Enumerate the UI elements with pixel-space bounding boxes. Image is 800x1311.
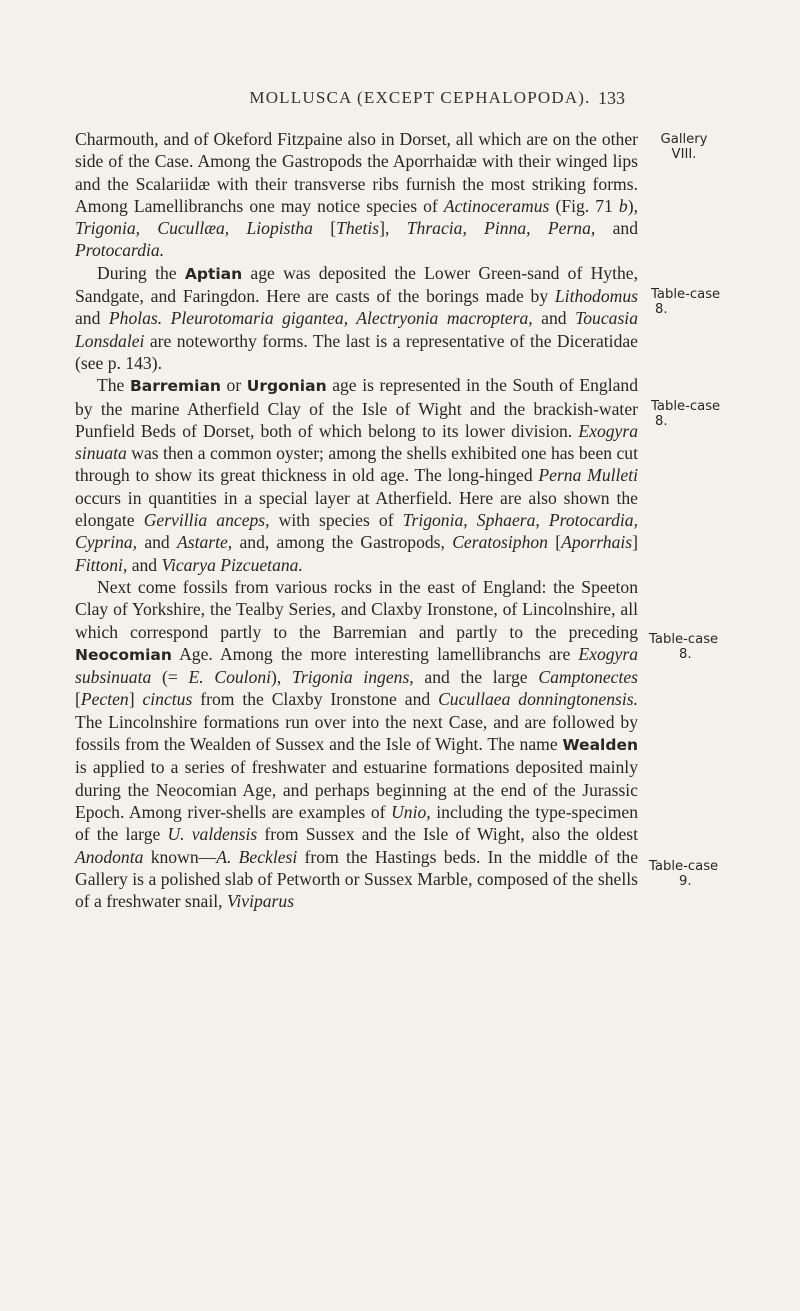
margin-note-line: 8.	[655, 302, 668, 317]
italic-text: Camptonectes	[538, 667, 639, 688]
italic-text: Perna Mulleti	[538, 465, 638, 486]
text-run: Charmouth, and of Okeford Fitzpaine also in Dorset, all which are on the other side of the Case. Among the Gastropods the Aporrhaidæ with their winged lips and the Scalariidæ with their transverse ribs furnish the most striking forms. Among Lamellibranchs one may notice species of	[75, 129, 638, 216]
margin-note-table-case	[649, 632, 759, 662]
paragraph	[75, 128, 638, 262]
text-run: with species of	[269, 510, 403, 531]
margin-note-gallery	[654, 132, 714, 162]
text-run: from the Claxby Ironstone and	[192, 689, 439, 710]
italic-text: Ceratosiphon	[452, 532, 548, 553]
italic-text: U. valdensis	[167, 824, 258, 845]
margin-note-line: Table-case	[651, 287, 721, 302]
italic-text: Viviparus	[226, 891, 295, 912]
italic-text: Cucullaea donningtonensis.	[438, 689, 639, 710]
text-run: During the	[97, 262, 185, 283]
italic-text: Protocardia.	[75, 240, 165, 261]
text-run: ),	[271, 667, 293, 688]
italic-text: E. Couloni	[188, 667, 272, 688]
margin-note-line: 9.	[679, 874, 692, 889]
italic-text: Pecten	[80, 689, 129, 710]
margin-note-line: Gallery	[660, 132, 708, 147]
italic-text: Lithodomus	[554, 286, 638, 307]
margin-note-line: Table-case	[649, 859, 719, 874]
text-run: [	[547, 532, 562, 553]
text-run: The	[97, 375, 130, 396]
text-run: Next come fossils from various rocks in the east of England: the Speeton Clay of Yorkshire, the Tealby Series, and Claxby Ironstone, of Lincolnshire, all which correspond partly to the Barremian and partly to the preceding	[75, 576, 638, 642]
margin-note-line: VIII.	[671, 147, 697, 162]
text-run: age is represented in the South of England by the marine Atherfield Clay of the Isle of Wight and the brackish-water Punfield Beds of Dorset, both of which belong to its lower division.	[75, 375, 638, 441]
bold-term: Urgonian	[246, 377, 327, 396]
margin-note-line: Table-case	[649, 632, 719, 647]
text-run: and	[137, 532, 177, 553]
paragraph	[75, 576, 638, 912]
text-run: known—	[143, 846, 217, 867]
italic-text: A. Becklesi	[216, 846, 298, 867]
text-run: from the Hastings beds. In the middle of the Gallery is a polished slab of Petworth or Sussex Marble, composed of the shells of a freshwater snail,	[75, 846, 639, 912]
text-run: Age. Among the more interesting lamellibranchs are	[171, 643, 579, 664]
text-run: (Fig. 71	[549, 195, 619, 216]
text-run: ),	[627, 195, 638, 216]
text-run: ]	[128, 689, 143, 710]
italic-text: b	[618, 195, 628, 216]
italic-text: Pholas. Pleurotomaria gigantea, Alectryonia macroptera,	[108, 308, 533, 329]
italic-text: Exogyra sinuata	[75, 420, 638, 464]
text-run: [	[75, 689, 81, 710]
margin-note-line: 8.	[679, 647, 692, 662]
italic-text: Trigonia, Sphaera, Protocardia, Cyprina,	[75, 510, 638, 553]
text-run: and	[127, 554, 162, 575]
italic-text: Trigonia, Cucullæa, Liopistha	[75, 218, 313, 239]
italic-text: Actinoceramus	[443, 195, 550, 216]
bold-term: Barremian	[129, 377, 221, 396]
text-run: (=	[151, 667, 189, 688]
italic-text: Vicarya Pizcuetana.	[161, 554, 303, 575]
text-run: age was deposited the Lower Green-sand of Hythe, Sandgate, and Faringdon. Here are casts of the borings made by	[75, 262, 638, 307]
italic-text: Anodonta	[75, 846, 144, 867]
text-run: and the large	[413, 667, 539, 688]
italic-text: cinctus	[142, 689, 193, 710]
text-run: and	[532, 308, 576, 329]
text-run: from Sussex and the Isle of Wight, also the oldest	[257, 824, 639, 845]
italic-text: Unio,	[391, 801, 431, 822]
italic-text: Exogyra subsinuata	[75, 643, 638, 688]
margin-note-line: Table-case	[651, 399, 721, 414]
italic-text: Toucasia Lonsdalei	[75, 308, 638, 351]
text-run: and, among the Gastropods,	[232, 532, 453, 553]
paragraph	[75, 374, 638, 576]
italic-text: Thetis	[336, 218, 380, 239]
text-run: are noteworthy forms. The last is a representative of the Diceratidae (see p. 143).	[75, 330, 638, 373]
text-run: ]	[632, 532, 638, 553]
margin-note-table-case	[651, 287, 761, 317]
paragraph	[75, 262, 638, 374]
italic-text: Thracia, Pinna, Perna,	[406, 218, 596, 239]
text-run: or	[220, 375, 247, 396]
text-run: was then a common oyster; among the shells exhibited one has been cut through to show its great thickness in old age. The long-hinged	[75, 443, 638, 486]
italic-text: Fittoni,	[75, 554, 128, 575]
margin-note-line: 8.	[655, 414, 668, 429]
bold-term: Aptian	[184, 264, 243, 283]
text-run: and	[595, 218, 639, 239]
page-number: 133	[598, 88, 625, 108]
italic-text: Aporrhais	[561, 532, 633, 553]
text-run: including the type-specimen of the large	[75, 801, 638, 845]
text-run: ],	[379, 218, 407, 239]
italic-text: Trigonia ingens,	[292, 667, 414, 688]
body-text	[75, 128, 638, 912]
text-run: [	[312, 218, 337, 239]
margin-note-table-case	[649, 859, 759, 889]
bold-term: Neocomian	[75, 645, 172, 664]
bold-term: Wealden	[562, 736, 638, 755]
running-head: MOLLUSCA (EXCEPT CEPHALOPODA).	[249, 88, 591, 107]
text-run: occurs in quantities in a special layer at Atherfield. Here are also shown the elongate	[75, 487, 638, 531]
italic-text: Astarte,	[176, 532, 233, 553]
text-run: is applied to a series of freshwater and estuarine formations deposited mainly during the Neocomian Age, and perhaps beginning at the end of the Jurassic Epoch. Among river-shells are examples of	[75, 757, 638, 822]
italic-text: Gervillia anceps,	[143, 510, 270, 531]
text-run: The Lincolnshire formations run over into the next Case, and are followed by fossils from the Wealden of Sussex and the Isle of Wight. The name	[75, 711, 638, 755]
margin-note-table-case	[651, 399, 761, 429]
text-run: and	[75, 308, 109, 329]
